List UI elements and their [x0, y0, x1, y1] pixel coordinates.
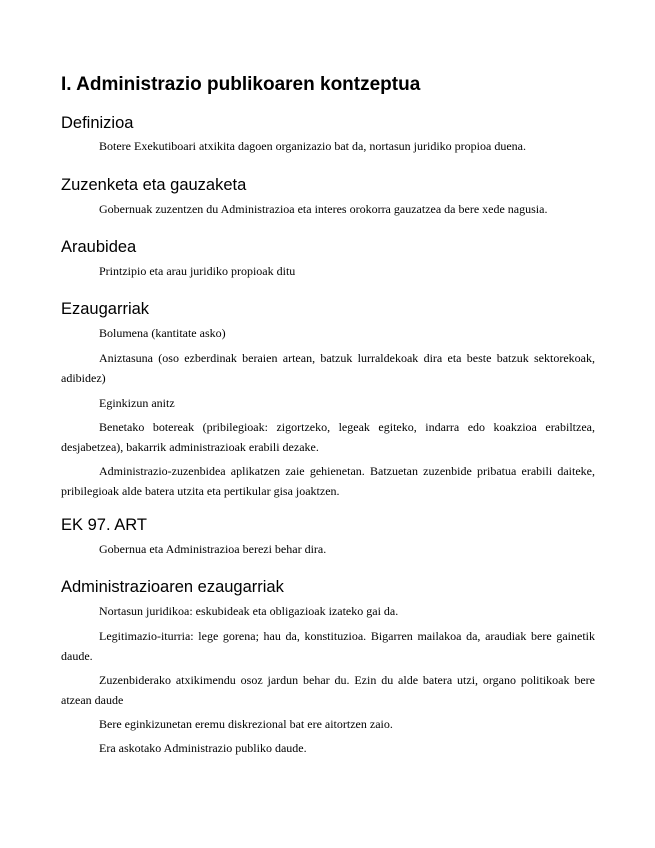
paragraph: Gobernuak zuzentzen du Administrazioa eta interes orokorra gauzatzea da bere xede nagusia. [99, 202, 548, 216]
page-title: I. Administrazio publikoaren kontzeptua [61, 74, 421, 95]
section-heading-administrazioaren-ezaugarriak: Administrazioaren ezaugarriak [61, 578, 284, 596]
paragraph: Botere Exekutiboari atxikita dagoen organizazio bat da, nortasun juridiko propioa duena. [99, 139, 526, 153]
paragraph: Gobernua eta Administrazioa berezi behar dira. [99, 542, 327, 556]
paragraph: Eginkizun anitz [99, 396, 175, 410]
paragraph: Printzipio eta arau juridiko propioak ditu [99, 264, 296, 278]
paragraph: Legitimazio-iturria: lege gorena; hau da, konstituzioa. Bigarren mailakoa da, araudiak bere gainetik daude. [61, 629, 595, 663]
paragraph: Administrazio-zuzenbidea aplikatzen zaie gehienetan. Batzuetan zuzenbide pribatua erabili daiteke, pribilegioak alde batera utzita eta pertikular gisa joaktzen. [61, 464, 595, 498]
paragraph: Zuzenbiderako atxikimendu osoz jardun behar du. Ezin du alde batera utzi, organo politikoak bere atzean daude [61, 673, 595, 707]
paragraph: Benetako botereak (pribilegioak: zigortzeko, legeak egiteko, indarra edo koakzioa erabiltzea, desjabetzea), bakarrik administrazioak erabili dezake. [61, 420, 595, 454]
section-heading-zuzenketa: Zuzenketa eta gauzaketa [61, 176, 247, 194]
paragraph: Bere eginkizunetan eremu diskrezional bat ere aitortzen zaio. [99, 717, 393, 731]
section-heading-araubidea: Araubidea [61, 238, 137, 256]
section-heading-ek97: EK 97. ART [61, 516, 147, 534]
section-heading-definizioa: Definizioa [61, 114, 134, 132]
paragraph: Aniztasuna (oso ezberdinak beraien artean, batzuk lurraldekoak dira eta beste batzuk sektorekoak, adibidez) [61, 351, 595, 385]
paragraph: Nortasun juridikoa: eskubideak eta obligazioak izateko gai da. [99, 604, 399, 618]
section-heading-ezaugarriak: Ezaugarriak [61, 300, 150, 318]
paragraph: Era askotako Administrazio publiko daude. [99, 741, 307, 755]
paragraph: Bolumena (kantitate asko) [99, 326, 226, 340]
